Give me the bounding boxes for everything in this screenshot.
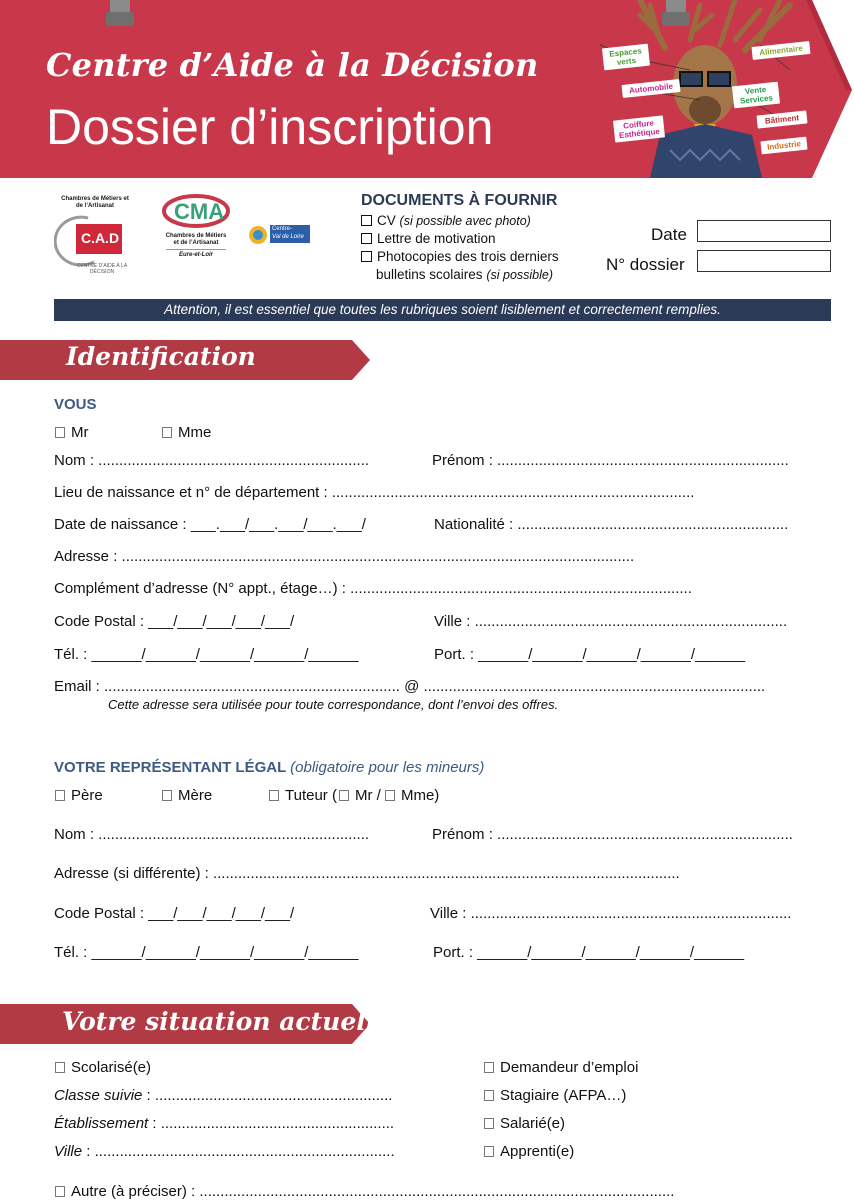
civilite-mr-label: Mr — [71, 424, 89, 441]
document-item-bulletins-label-a: Photocopies des trois derniers — [377, 249, 559, 264]
cad-logo-caption: CENTRE D’AIDE À LA DÉCISION — [76, 263, 128, 275]
svg-text:CMA: CMA — [174, 199, 225, 224]
document-item-lettre — [361, 231, 496, 246]
identification-section-title: Identification — [66, 342, 256, 371]
representant-port-field[interactable]: Port. : ______/______/______/______/______ — [433, 944, 745, 961]
situation-salarie[interactable] — [484, 1115, 565, 1132]
dossier-label: N° dossier — [606, 255, 685, 274]
checkbox-tuteur-mme[interactable] — [385, 790, 395, 801]
header-script-title: Centre d’Aide à la Décision — [46, 46, 539, 84]
port-field[interactable]: Port. : ______/______/______/______/______ — [434, 646, 746, 663]
representant-prenom-field[interactable]: Prénom : ....................................................................... — [432, 826, 793, 843]
complement-adresse-field[interactable]: Complément d’adresse (N° appt., étage…) : .................................................................................. — [54, 580, 692, 597]
code-postal-field[interactable]: Code Postal : ___/___/___/___/___/ — [54, 613, 295, 630]
document-item-cv-label: CV — [377, 213, 396, 228]
region-logo — [248, 225, 310, 249]
document-item-bulletins-note: (si possible) — [486, 268, 554, 282]
checkbox-demandeur[interactable] — [484, 1062, 494, 1073]
tag-industrie: Industrie — [760, 137, 807, 155]
representant-pere-label: Père — [71, 787, 103, 804]
representant-title-text: VOTRE REPRÉSENTANT LÉGAL — [54, 759, 286, 776]
region-logo-box — [270, 225, 310, 243]
date-naissance-field[interactable]: Date de naissance : ___.___/___.___/___.___/ — [54, 516, 366, 533]
tag-batiment: Bâtiment — [756, 110, 807, 128]
checkbox-apprenti[interactable] — [484, 1146, 494, 1157]
cma-logo-line2: et de l’Artisanat — [173, 240, 219, 246]
vous-title: VOUS — [54, 396, 97, 413]
cma-logo-line1: Chambres de Métiers — [165, 233, 227, 239]
representant-tel-field[interactable]: Tél. : ______/______/______/______/______ — [54, 944, 359, 961]
representant-title — [54, 759, 484, 776]
document-item-bulletins-label-b: bulletins scolaires — [376, 267, 483, 282]
tag-automobile: Automobile — [621, 79, 680, 98]
situation-autre-field[interactable] — [55, 1183, 674, 1200]
classe-suivie-label: Classe suivie — [54, 1087, 143, 1104]
representant-tuteur-label: Tuteur ( — [285, 787, 337, 804]
email-note: Cette adresse sera utilisée pour toute correspondance, dont l’envoi des offres. — [108, 697, 559, 712]
situation-scolarise[interactable] — [55, 1059, 151, 1076]
representant-nom-field[interactable]: Nom : ................................................................. — [54, 826, 370, 843]
document-checkbox-cv[interactable] — [361, 215, 372, 226]
tel-field[interactable]: Tél. : ______/______/______/______/______ — [54, 646, 359, 663]
representant-code-postal-field[interactable]: Code Postal : ___/___/___/___/___/ — [54, 905, 295, 922]
civilite-mr[interactable] — [55, 424, 89, 441]
date-label: Date — [651, 225, 687, 244]
representant-tuteur-mr: Mr / — [354, 787, 381, 804]
dossier-field[interactable] — [697, 250, 831, 272]
document-item-bulletins-line2 — [376, 267, 553, 282]
etablissement-field[interactable] — [54, 1115, 394, 1132]
checkbox-scolarise[interactable] — [55, 1062, 65, 1073]
document-item-cv-note: (si possible avec photo) — [399, 214, 531, 228]
checkbox-mme[interactable] — [162, 427, 172, 438]
etablissement-label: Établissement — [54, 1115, 149, 1132]
date-field[interactable] — [697, 220, 831, 242]
civilite-mme[interactable] — [162, 424, 211, 441]
tag-vente-services: Vente Services — [732, 82, 780, 109]
situation-demandeur[interactable] — [484, 1059, 638, 1076]
classe-suivie-field[interactable] — [54, 1087, 392, 1104]
situation-ville-label: Ville — [54, 1143, 83, 1160]
nom-field[interactable]: Nom : ................................................................. — [54, 452, 370, 469]
representant-ville-field[interactable]: Ville : ............................................................................. — [430, 905, 792, 922]
document-checkbox-bulletins[interactable] — [361, 251, 372, 262]
document-checkbox-lettre[interactable] — [361, 233, 372, 244]
representant-title-note: (obligatoire pour les mineurs) — [290, 759, 485, 776]
email-field[interactable]: Email : ....................................................................... @ .................................................................................. — [54, 678, 766, 695]
representant-mere[interactable] — [162, 787, 212, 804]
situation-apprenti-label: Apprenti(e) — [500, 1143, 575, 1160]
header-main-title: Dossier d’inscription — [46, 99, 494, 155]
cad-logo — [54, 196, 144, 276]
nationalite-field[interactable]: Nationalité : ................................................................. — [434, 516, 789, 533]
etablissement-dots: : ........................................................ — [148, 1115, 395, 1132]
situation-stagiaire-label: Stagiaire (AFPA…) — [500, 1087, 627, 1104]
document-item-lettre-label: Lettre de motivation — [377, 231, 496, 246]
representant-tuteur-mme: Mme) — [400, 787, 440, 804]
situation-stagiaire[interactable] — [484, 1087, 626, 1104]
checkbox-autre[interactable] — [55, 1186, 65, 1197]
document-item-bulletins — [361, 249, 559, 264]
document-item-cv — [361, 213, 531, 228]
tag-coiffure-esthetique: Coiffure Esthétique — [613, 115, 665, 142]
checkbox-mere[interactable] — [162, 790, 172, 801]
cma-logo-mark — [160, 194, 232, 228]
situation-salarie-label: Salarié(e) — [500, 1115, 566, 1132]
checkbox-pere[interactable] — [55, 790, 65, 801]
region-logo-mark — [248, 225, 268, 245]
cma-logo — [160, 194, 232, 266]
tag-espaces-verts: Espaces verts — [602, 44, 650, 71]
prenom-field[interactable]: Prénom : ...................................................................... — [432, 452, 789, 469]
checkbox-salarie[interactable] — [484, 1118, 494, 1129]
situation-autre-label: Autre (à préciser) : .................................................................................................................. — [71, 1183, 675, 1200]
attention-banner: Attention, il est essentiel que toutes les rubriques soient lisiblement et correctement remplies. — [54, 299, 831, 321]
ville-field[interactable]: Ville : ........................................................................... — [434, 613, 788, 630]
checkbox-stagiaire[interactable] — [484, 1090, 494, 1101]
checkbox-tuteur[interactable] — [269, 790, 279, 801]
adresse-field[interactable]: Adresse : ........................................................................................................................... — [54, 548, 635, 565]
region-logo-line2: Val de Loire — [272, 234, 304, 240]
tag-alimentaire: Alimentaire — [751, 41, 810, 60]
situation-section-title: Votre situation actuelle — [62, 1007, 392, 1036]
representant-pere[interactable] — [55, 787, 103, 804]
situation-ville-field[interactable] — [54, 1143, 395, 1160]
situation-apprenti[interactable] — [484, 1143, 574, 1160]
situation-demandeur-label: Demandeur d’emploi — [500, 1059, 639, 1076]
situation-ville-dots: : ........................................................................ — [82, 1143, 395, 1160]
civilite-mme-label: Mme — [178, 424, 212, 441]
checkbox-tuteur-mr[interactable] — [339, 790, 349, 801]
lieu-naissance-field[interactable]: Lieu de naissance et n° de département : ....................................................................................... — [54, 484, 695, 501]
representant-tuteur[interactable] — [269, 787, 439, 804]
representant-adresse-field[interactable]: Adresse (si différente) : ................................................................................................................ — [54, 865, 680, 882]
cma-logo-dept: Eure-et-Loir — [178, 252, 213, 258]
checkbox-mr[interactable] — [55, 427, 65, 438]
region-logo-line1: Centre- — [272, 226, 293, 232]
documents-title: DOCUMENTS À FOURNIR — [361, 192, 558, 209]
classe-suivie-dots: : ......................................................... — [142, 1087, 393, 1104]
cad-logo-mark-text: C.A.D — [80, 230, 120, 246]
situation-scolarise-label: Scolarisé(e) — [71, 1059, 152, 1076]
cad-logo-top-text: Chambres de Métiers et de l’Artisanat — [61, 196, 129, 209]
representant-mere-label: Mère — [178, 787, 213, 804]
